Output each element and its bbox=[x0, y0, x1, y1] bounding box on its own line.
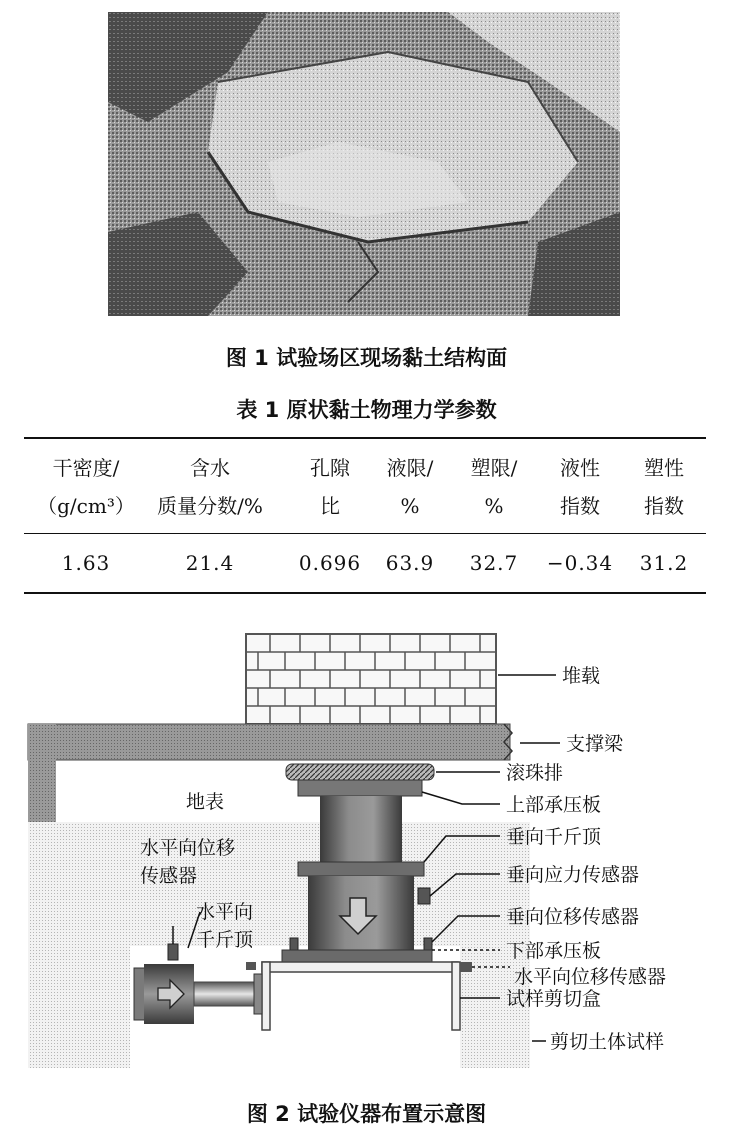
label-shear-box: 试样剪切盒 bbox=[506, 988, 602, 1010]
header-line: 孔隙 bbox=[310, 456, 350, 480]
label-horizontal-jack-2: 千斤顶 bbox=[196, 929, 254, 951]
table-header-cell bbox=[148, 456, 272, 518]
shear-box-top bbox=[262, 962, 458, 972]
header-line: 塑性 bbox=[644, 456, 684, 480]
lower-bearing-plate bbox=[282, 950, 432, 962]
table-header-cell bbox=[540, 456, 620, 518]
figure2-caption: 图 2 试验仪器布置示意图 bbox=[246, 1102, 487, 1126]
header-line: % bbox=[484, 494, 504, 518]
header-line: （g/cm³） bbox=[37, 494, 135, 518]
beam-left-pillar bbox=[28, 724, 56, 822]
label-vertical-displacement-sensor: 垂向位移传感器 bbox=[506, 906, 640, 928]
header-line: 含水 bbox=[190, 456, 230, 480]
table-value-cell: 32.7 bbox=[469, 551, 519, 575]
table-bottom-rule bbox=[24, 592, 706, 594]
table-header-cell bbox=[290, 456, 370, 518]
label-horizontal-displacement-sensor-left-2: 传感器 bbox=[140, 865, 198, 887]
upper-bearing-plate bbox=[298, 780, 422, 796]
label-lower-plate: 下部承压板 bbox=[506, 940, 602, 962]
table-mid-rule bbox=[24, 533, 706, 534]
support-beam bbox=[28, 724, 510, 760]
test-apparatus-diagram bbox=[0, 608, 733, 1088]
table1-title: 表 1 原状黏土物理力学参数 bbox=[236, 398, 497, 422]
shear-box-left-wall bbox=[262, 962, 270, 1030]
label-shear-soil-sample: 剪切土体试样 bbox=[550, 1031, 665, 1053]
shear-box-right-wall bbox=[452, 962, 460, 1030]
table-value-cell: 1.63 bbox=[61, 551, 111, 575]
table-top-rule bbox=[24, 437, 706, 439]
label-vertical-stress-sensor: 垂向应力传感器 bbox=[506, 864, 640, 886]
table-value-cell: 21.4 bbox=[185, 551, 235, 575]
label-surcharge: 堆载 bbox=[562, 665, 601, 687]
horizontal-displacement-sensor-left bbox=[168, 944, 178, 960]
table-value-cell: 63.9 bbox=[385, 551, 435, 575]
box-sensor-left bbox=[246, 962, 256, 970]
header-line: 质量分数/% bbox=[157, 494, 263, 518]
table-value-cell: 0.696 bbox=[298, 551, 362, 575]
ball-row bbox=[286, 764, 434, 780]
vertical-displacement-sensor bbox=[424, 938, 432, 950]
header-line: 比 bbox=[320, 494, 340, 518]
label-ground-surface: 地表 bbox=[186, 791, 225, 813]
horizontal-jack-end-plate bbox=[254, 974, 262, 1014]
table-header-cell bbox=[370, 456, 450, 518]
label-horizontal-displacement-sensor-right: 水平向位移传感器 bbox=[514, 966, 667, 988]
header-line: 液限/ bbox=[386, 456, 434, 480]
clay-structure-photo bbox=[108, 12, 620, 316]
label-horizontal-displacement-sensor-left-1: 水平向位移 bbox=[140, 837, 236, 859]
header-line: % bbox=[400, 494, 420, 518]
table-value-cell: −0.34 bbox=[546, 551, 614, 575]
label-upper-plate: 上部承压板 bbox=[506, 794, 602, 816]
header-line: 干密度/ bbox=[52, 456, 120, 480]
vertical-jack-collar bbox=[298, 862, 424, 876]
label-vertical-jack: 垂向千斤顶 bbox=[506, 826, 602, 848]
label-support-beam: 支撑梁 bbox=[566, 733, 624, 755]
header-line: 液性 bbox=[560, 456, 600, 480]
horizontal-displacement-sensor-right bbox=[460, 962, 472, 972]
table-header-cell bbox=[622, 456, 706, 518]
vertical-displacement-sensor-left bbox=[290, 938, 298, 950]
label-horizontal-jack-1: 水平向 bbox=[196, 901, 254, 923]
vertical-column bbox=[320, 796, 402, 862]
figure1-caption: 图 1 试验场区现场黏土结构面 bbox=[225, 346, 508, 370]
table-value-cell: 31.2 bbox=[639, 551, 689, 575]
label-ball-row: 滚珠排 bbox=[506, 762, 564, 784]
table-header-cell bbox=[24, 456, 148, 518]
header-line: 指数 bbox=[644, 494, 684, 518]
horizontal-jack-rod bbox=[194, 982, 260, 1006]
surcharge-block bbox=[246, 634, 496, 724]
header-line: 指数 bbox=[560, 494, 600, 518]
table-header-cell bbox=[454, 456, 534, 518]
vertical-stress-sensor bbox=[418, 888, 430, 904]
header-line: 塑限/ bbox=[470, 456, 518, 480]
